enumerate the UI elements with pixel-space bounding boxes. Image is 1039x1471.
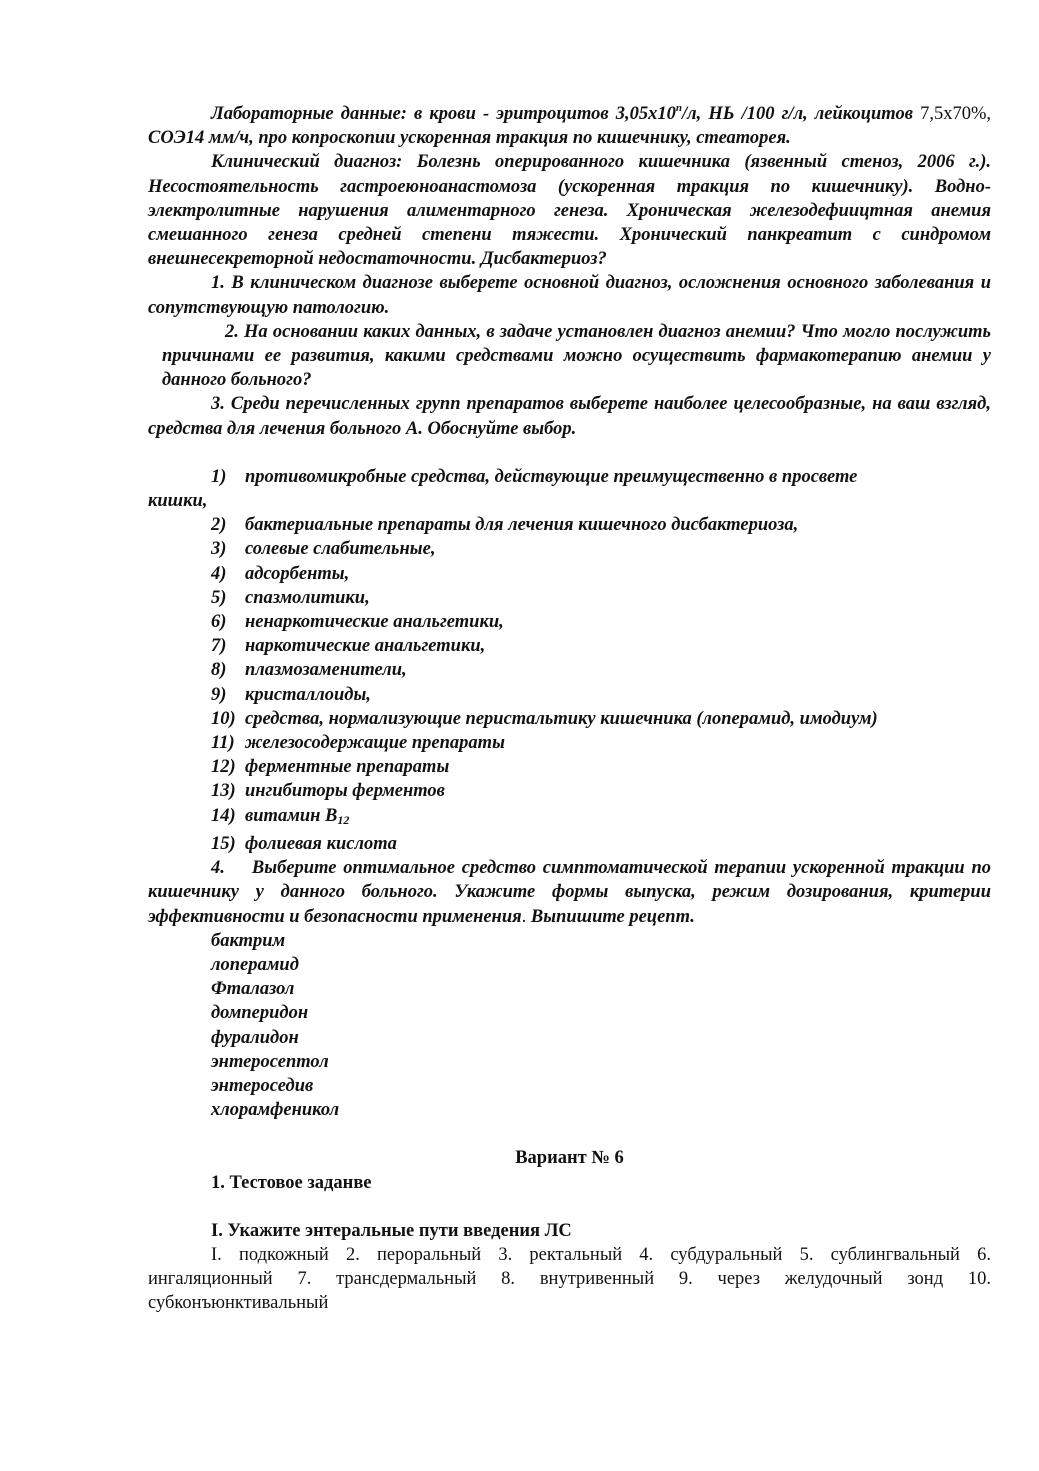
drug-item: лоперамид xyxy=(211,954,299,975)
list-item-number: 7) xyxy=(211,636,227,657)
list-item xyxy=(148,832,991,856)
list-item-text: ненаркотические анальгетики, xyxy=(245,612,504,633)
list-item-number: 13) xyxy=(211,781,236,802)
list-item-number: 5) xyxy=(211,587,227,608)
list-item xyxy=(148,586,991,610)
list-item xyxy=(148,755,991,779)
list-item xyxy=(148,683,991,707)
drug-list xyxy=(148,929,991,1123)
list-item-number: 12) xyxy=(211,757,236,778)
list-item xyxy=(148,537,991,561)
list-item-number: 10) xyxy=(211,708,236,729)
list-item-number: 8) xyxy=(211,660,227,681)
spacer xyxy=(148,441,991,465)
drug-item: фуралидон xyxy=(211,1027,299,1048)
question-3: 3. Среди перечисленных групп препаратов выберете наиболее целесообразные, на ваш взгляд, средства для лечения больного А. Обоснуйте выбор. xyxy=(148,394,991,439)
test-title: 1. Тестовое заданве xyxy=(211,1172,372,1193)
list-item-text: солевые слабительные, xyxy=(245,539,436,560)
drug-item: бактрим xyxy=(211,930,286,951)
list-item-number: 3) xyxy=(211,539,227,560)
list-item-text: наркотические анальгетики, xyxy=(245,636,486,657)
drug-item: энтероседив xyxy=(211,1075,314,1096)
lab-text-1: /л, НЬ /100 г/л, лейкоцитов xyxy=(681,104,921,124)
test-question: I. Укажите энтеральные пути введения ЛС xyxy=(211,1220,572,1241)
list-item-number: 2) xyxy=(211,515,227,536)
list-item-number: 9) xyxy=(211,684,227,705)
list-item-continuation: кишки, xyxy=(148,491,208,512)
list-item-text: адсорбенты, xyxy=(245,563,350,584)
clinical-diagnosis: Клинический диагноз: Болезнь оперированного кишечника (язвенный стеноз, 2006 г.). Несостоятельность гастроеюноанастомоза (ускоренная тракция по кишечнику). Водно-электролитные нарушения алиментарного генеза. Хроническая железодефиицтная анемия смешанного генеза средней степени тяжести. Хронический панкреатит с синдромом внешнесекреторной недостаточности. Дисбактериоз? xyxy=(148,152,991,270)
list-item-subscript: 12 xyxy=(337,812,350,827)
list-item-number: 15) xyxy=(211,833,236,854)
list-item xyxy=(148,513,991,537)
list-item xyxy=(148,610,991,634)
list-item-text: средства, нормализующие перистальтику кишечника (лоперамид, имодиум) xyxy=(245,708,878,729)
variant-heading: Вариант № 6 xyxy=(515,1148,624,1169)
list-item xyxy=(148,562,991,586)
list-item xyxy=(148,465,991,489)
drug-groups-list xyxy=(148,465,991,856)
question-4-number: 4. xyxy=(211,858,225,879)
list-item-text: фолиевая кислота xyxy=(245,833,397,854)
question-1: 1. В клиническом диагнозе выберете основной диагноз, осложнения основного заболевания и сопутствующую патологию. xyxy=(148,273,991,318)
question-4 xyxy=(148,856,991,929)
list-item xyxy=(148,707,991,731)
list-item-number: 4) xyxy=(211,563,227,584)
lab-leukocyte-value: 7,5х70%, xyxy=(920,104,991,124)
list-item-number: 1) xyxy=(211,466,227,487)
list-item-number: 6) xyxy=(211,612,227,633)
list-item xyxy=(148,634,991,658)
list-item-text: витамин В xyxy=(245,805,338,826)
question-4-dot: . xyxy=(521,906,527,927)
lab-superscript: п xyxy=(675,102,682,114)
question-4-text: Выберите оптимальное средство симптоматической терапии ускоренной тракции по кишечнику у данного больного. Укажите формы выпуска, режим дозирования, критерии эффективности и безопасности применения xyxy=(148,858,991,927)
list-item-text: железосодержащие препараты xyxy=(245,733,505,754)
list-item-text: противомикробные средства, действующие преимущественно в просвете xyxy=(245,466,858,487)
list-item-text: кристаллоиды, xyxy=(245,684,371,705)
document-page xyxy=(148,96,991,1316)
lab-data-paragraph xyxy=(148,96,991,150)
drug-item: хлорамфеникол xyxy=(211,1100,340,1121)
list-item xyxy=(148,804,991,832)
list-item-text: ингибиторы ферментов xyxy=(245,781,445,802)
list-item-text: бактериальные препараты для лечения кишечного дисбактериоза, xyxy=(245,515,799,536)
list-item-text: плазмозаменители, xyxy=(245,660,407,681)
list-item-text: спазмолитики, xyxy=(245,587,370,608)
list-item-text: ферментные препараты xyxy=(245,757,450,778)
drug-item: Фталазол xyxy=(211,979,295,1000)
drug-item: домперидон xyxy=(211,1003,309,1024)
spacer xyxy=(148,1122,991,1146)
question-2: 2. На основании каких данных, в задаче установлен диагноз анемии? Что могло послужить причинами ее развития, какими средствами можно осуществить фармакотерапию анемии у данного больного? xyxy=(162,321,991,391)
drug-item: энтеросептол xyxy=(211,1051,329,1072)
list-item xyxy=(148,731,991,755)
lab-text-2: СОЭ14 мм/ч, про копроскопии ускоренная тракция по кишечнику, стеаторея. xyxy=(148,128,791,149)
lab-label: Лабораторные данные: в крови - эритроцитов 3,05х10 xyxy=(211,104,676,124)
list-item-number: 14) xyxy=(211,805,236,826)
list-item xyxy=(148,779,991,803)
test-options: I. подкожный 2. пероральный 3. ректальный 4. субдуральный 5. сублингвальный 6. ингаляционный 7. трансдермальный 8. внутривенный 9. через желудочный зонд 10. субконъюнктивальный xyxy=(148,1244,991,1314)
spacer xyxy=(148,1195,991,1219)
question-4-tail: Выпишите рецепт. xyxy=(526,906,695,927)
list-item-number: 11) xyxy=(211,733,235,754)
group-items xyxy=(148,513,991,803)
list-item xyxy=(148,658,991,682)
